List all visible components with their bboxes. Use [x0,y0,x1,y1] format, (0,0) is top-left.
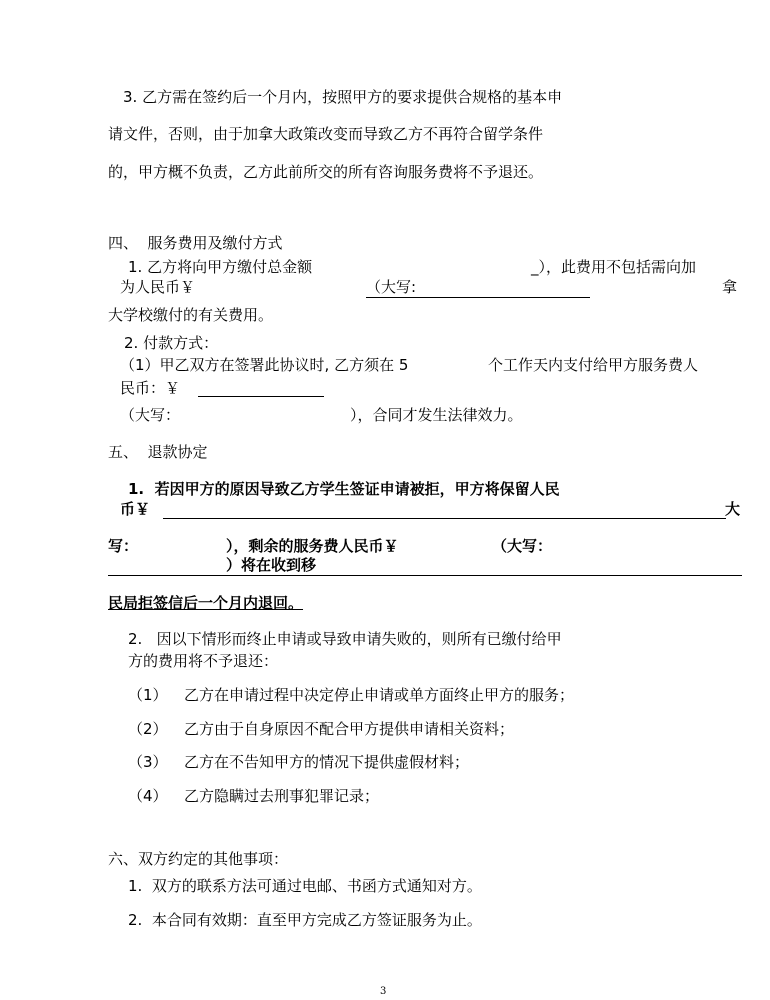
section-5-item-2-a: 2. 因以下情形而终止申请或导致申请失败的，则所有已缴付给甲 [128,630,562,648]
section-5-item-1-b: 币￥ [120,500,151,518]
section-5-item-1-g: ）将在收到移 [226,556,317,574]
section-6-item-1: 1. 双方的联系方法可通过电邮、书函方式通知对方。 [128,877,482,895]
case-number: （3） [128,753,168,771]
section-4-item-1-f: 大学校缴付的有关费用。 [108,306,274,324]
section-4-item-2-c: 民币：￥ [120,379,181,397]
retained-amount-underline [163,518,726,519]
section-4-heading: 四、 服务费用及缴付方式 [108,234,283,252]
section-6-item-2: 2. 本合同有效期：直至甲方完成乙方签证服务为止。 [128,911,482,929]
case-text: 乙方在不告知甲方的情况下提供虚假材料； [184,753,470,771]
section-5-item-1-a: 1. 若因甲方的原因导致乙方学生签证申请被拒，甲方将保留人民 [128,480,560,498]
case-text: 乙方隐瞒过去刑事犯罪记录； [184,787,380,805]
refund-underline [108,575,742,576]
section-4-item-1-c: 为人民币￥ [120,278,196,296]
section-4-item-1-d: （大写: [366,278,417,296]
section-5-item-2-b: 方的费用将不予退还： [128,652,279,670]
case-text: 乙方由于自身原因不配合甲方提供申请相关资料； [184,720,515,738]
clause-3-line-2: 请文件，否则，由于加拿大政策改变而导致乙方不再符合留学条件 [108,125,544,143]
case-number: （1） [128,686,168,704]
section-5-item-1-c: 大 [725,500,741,518]
amount-underline [366,297,590,298]
section-4-item-2-e: ），合同才发生法律效力。 [350,406,523,424]
section-5-heading: 五、 退款协定 [108,443,208,461]
section-6-heading: 六、双方约定的其他事项： [108,850,289,868]
clause-3-line-3: 的，甲方概不负责，乙方此前所交的所有咨询服务费将不予退还。 [108,163,544,181]
page-number: 3 [380,986,387,997]
section-4-item-1-e: 拿 [722,278,738,296]
case-number: （2） [128,720,168,738]
section-5-item-1-h: 民局拒签信后一个月内退回。 [108,594,304,612]
section-4-item-2-title: 2. 付款方式： [124,334,219,352]
section-4-item-1-a: 1. 乙方将向甲方缴付总金额 [128,258,313,276]
section-4-item-2-d: （大写： [120,406,181,424]
case-number: （4） [128,787,168,805]
section-4-item-1-b: _），此费用不包括需向加 [531,258,697,276]
section-5-item-1-d: 写： [108,537,139,555]
section-4-item-2-a: （1）甲乙双方在签署此协议时, 乙方须在 5 [120,356,409,374]
section-4-item-2-b: 个工作天内支付给甲方服务费人 [488,356,699,374]
section-5-item-1-e: ），剩余的服务费人民币￥ [226,537,399,555]
fee-underline [198,396,324,397]
section-5-item-1-f: （大写： [492,537,553,555]
case-text: 乙方在申请过程中决定停止申请或单方面终止甲方的服务； [184,686,575,704]
clause-3-line-1: 3. 乙方需在签约后一个月内，按照甲方的要求提供合规格的基本申 [123,88,563,106]
